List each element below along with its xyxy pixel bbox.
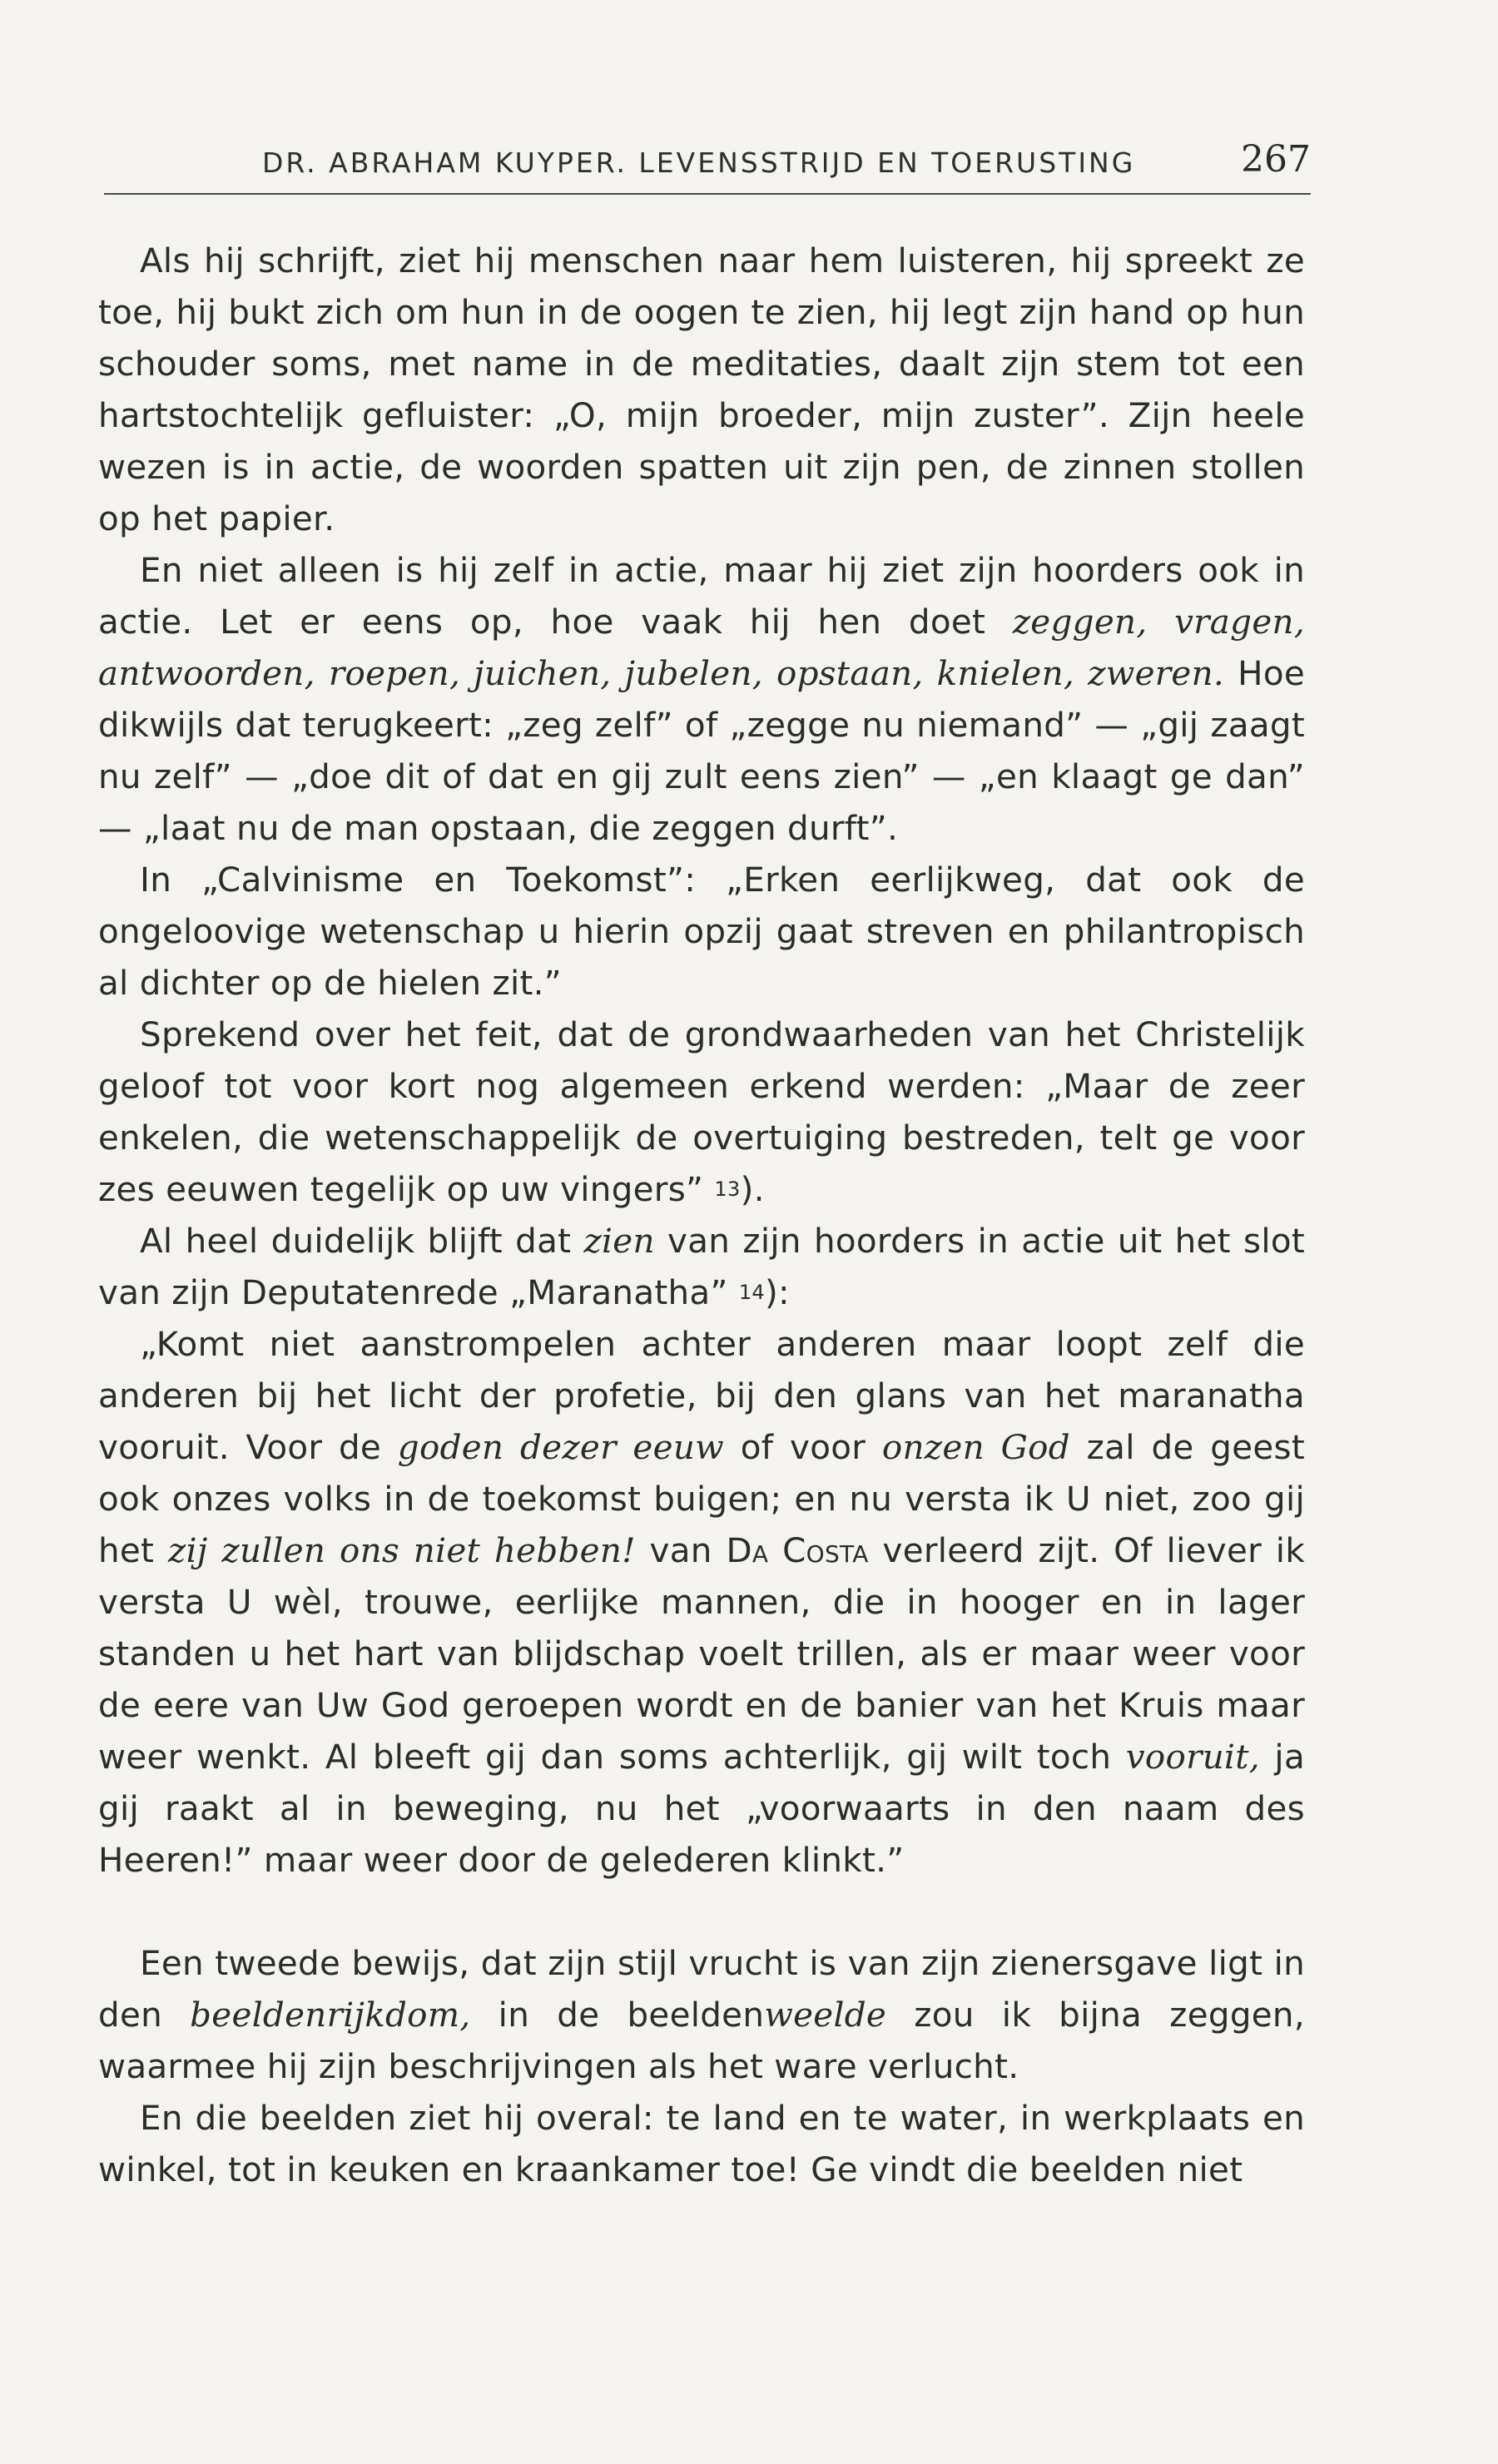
paragraph-text: In „Calvinisme en Toekomst”: „Erken eerlijkweg, dat ook de ongeloovige wetenschap u hierin opzij gaat streven en philantropisch al dichter op de hielen zit.” bbox=[98, 860, 1305, 1003]
paragraph-text: Een tweede bewijs, dat zijn stijl vrucht is van zijn zienersgave ligt in den bbox=[98, 1943, 1305, 2035]
paragraph-text: Sprekend over het feit, dat de grondwaarheden van het Christelijk geloof tot voor kort nog algemeen erkend werden: „Maar de zeer enkelen, die wetenschappelijk de overtuiging bestreden, telt ge voor zes eeuwen tegelijk op uw vingers” bbox=[98, 1014, 1305, 1209]
running-title: DR. ABRAHAM KUYPER. LEVENSSTRIJD EN TOERUSTING bbox=[262, 146, 1136, 179]
paragraph-text: „Komt niet aanstrompelen achter anderen maar loopt zelf die anderen bij het licht der profetie, bij den glans van het maranatha vooruit. Voor de bbox=[98, 1324, 1305, 1467]
text-line: hun schouder soms, met name in de meditaties, daalt zijn stem tot bbox=[98, 292, 1305, 384]
text-line: wezen is in actie, de woorden spatten uit zijn pen, de zinnen stollen bbox=[98, 447, 1305, 487]
footnote-ref-14[interactable]: 14 bbox=[738, 1281, 765, 1304]
paragraph-text: zal de geest ook onzes volks in de toekomst buigen; en nu versta ik U niet, zoo gij het bbox=[98, 1427, 1305, 1570]
page-number: 267 bbox=[1241, 138, 1311, 181]
paragraph-4 bbox=[98, 1009, 1305, 1215]
paragraph-text: Al heel duidelijk blijft dat bbox=[140, 1221, 584, 1261]
text-line: een hartstochtelijk gefluister: „O, mijn broeder, mijn zuster”. Zijn heele bbox=[98, 344, 1306, 435]
paragraph-text: in de beelden bbox=[470, 1995, 765, 2035]
page-header bbox=[104, 135, 1311, 195]
footnote-ref-13[interactable]: 13 bbox=[714, 1177, 741, 1201]
paragraph-text: En niet alleen is hij zelf in actie, maar hij ziet zijn hoorders ook in actie. Let er eens op, hoe vaak hij hen doet bbox=[98, 550, 1305, 642]
paragraph-text: verleerd zijt. Of liever ik versta U wèl, trouwe, eerlijke mannen, die in hooger en in lager standen u het hart van blijdschap voelt trillen, als er maar weer voor de eere van Uw God geroepen wordt en de banier van het Kruis maar weer wenkt. Al bleeft gij dan soms achterlijk, gij wilt toch bbox=[98, 1530, 1306, 1777]
paragraph-3 bbox=[98, 854, 1305, 1009]
paragraph-2 bbox=[98, 544, 1305, 854]
paragraph-text: ): bbox=[764, 1272, 790, 1312]
paragraph-1 bbox=[98, 235, 1305, 544]
body-text bbox=[98, 235, 1305, 2195]
small-caps-name: Da Costa bbox=[726, 1530, 869, 1570]
text-line: op het papier. bbox=[98, 498, 335, 538]
italic-phrase: zeggen, vragen, antwoorden, roepen, juichen, jubelen, opstaan, knielen, zweren. bbox=[98, 602, 1305, 693]
italic-phrase: weelde bbox=[764, 1995, 887, 2035]
paragraph-8 bbox=[98, 2092, 1305, 2195]
paragraph-text: of voor bbox=[724, 1427, 882, 1467]
paragraph-7 bbox=[98, 1937, 1305, 2092]
paragraph-text: ja gij raakt al in beweging, nu het „voorwaarts in den naam des Heeren!” maar weer door de gelederen klinkt.” bbox=[98, 1737, 1306, 1880]
italic-phrase: zien bbox=[583, 1221, 655, 1261]
italic-phrase: goden dezer eeuw bbox=[397, 1427, 725, 1467]
paragraph-text: En die beelden ziet hij overal: te land en te water, in werkplaats en winkel, tot in keuken en kraankamer toe! Ge vindt die beelden niet bbox=[98, 2098, 1305, 2189]
quotation-paragraph bbox=[98, 1318, 1305, 1886]
italic-phrase: onzen God bbox=[881, 1427, 1070, 1467]
paragraph-text: Hoe dikwijls dat terugkeert: „zeg zelf” of „zegge nu niemand” — „gij zaagt nu zelf” — „doe dit of dat en gij zult eens zien” — „en klaagt ge dan” — „laat nu de man opstaan, die zeggen durft”. bbox=[98, 653, 1305, 848]
italic-phrase: beeldenrijkdom, bbox=[190, 1995, 471, 2035]
paragraph-text: van bbox=[635, 1530, 727, 1570]
text-line: toe, hij bukt zich om hun in de oogen te zien, hij legt zijn hand op bbox=[98, 292, 1229, 332]
paragraph-5 bbox=[98, 1215, 1305, 1318]
italic-phrase: vooruit, bbox=[1125, 1737, 1260, 1777]
paragraph-text: van zijn hoorders in actie uit het slot van zijn Deputatenrede „Maranatha” bbox=[98, 1221, 1305, 1312]
italic-phrase: zij zullen ons niet hebben! bbox=[167, 1530, 636, 1570]
paragraph-text: zou ik bijna zeggen, waarmee hij zijn beschrijvingen als het ware verlucht. bbox=[98, 1995, 1305, 2086]
paragraph-text: ). bbox=[740, 1169, 765, 1209]
text-line: Als hij schrijft, ziet hij menschen naar hem luisteren, hij spreekt ze bbox=[140, 240, 1305, 280]
